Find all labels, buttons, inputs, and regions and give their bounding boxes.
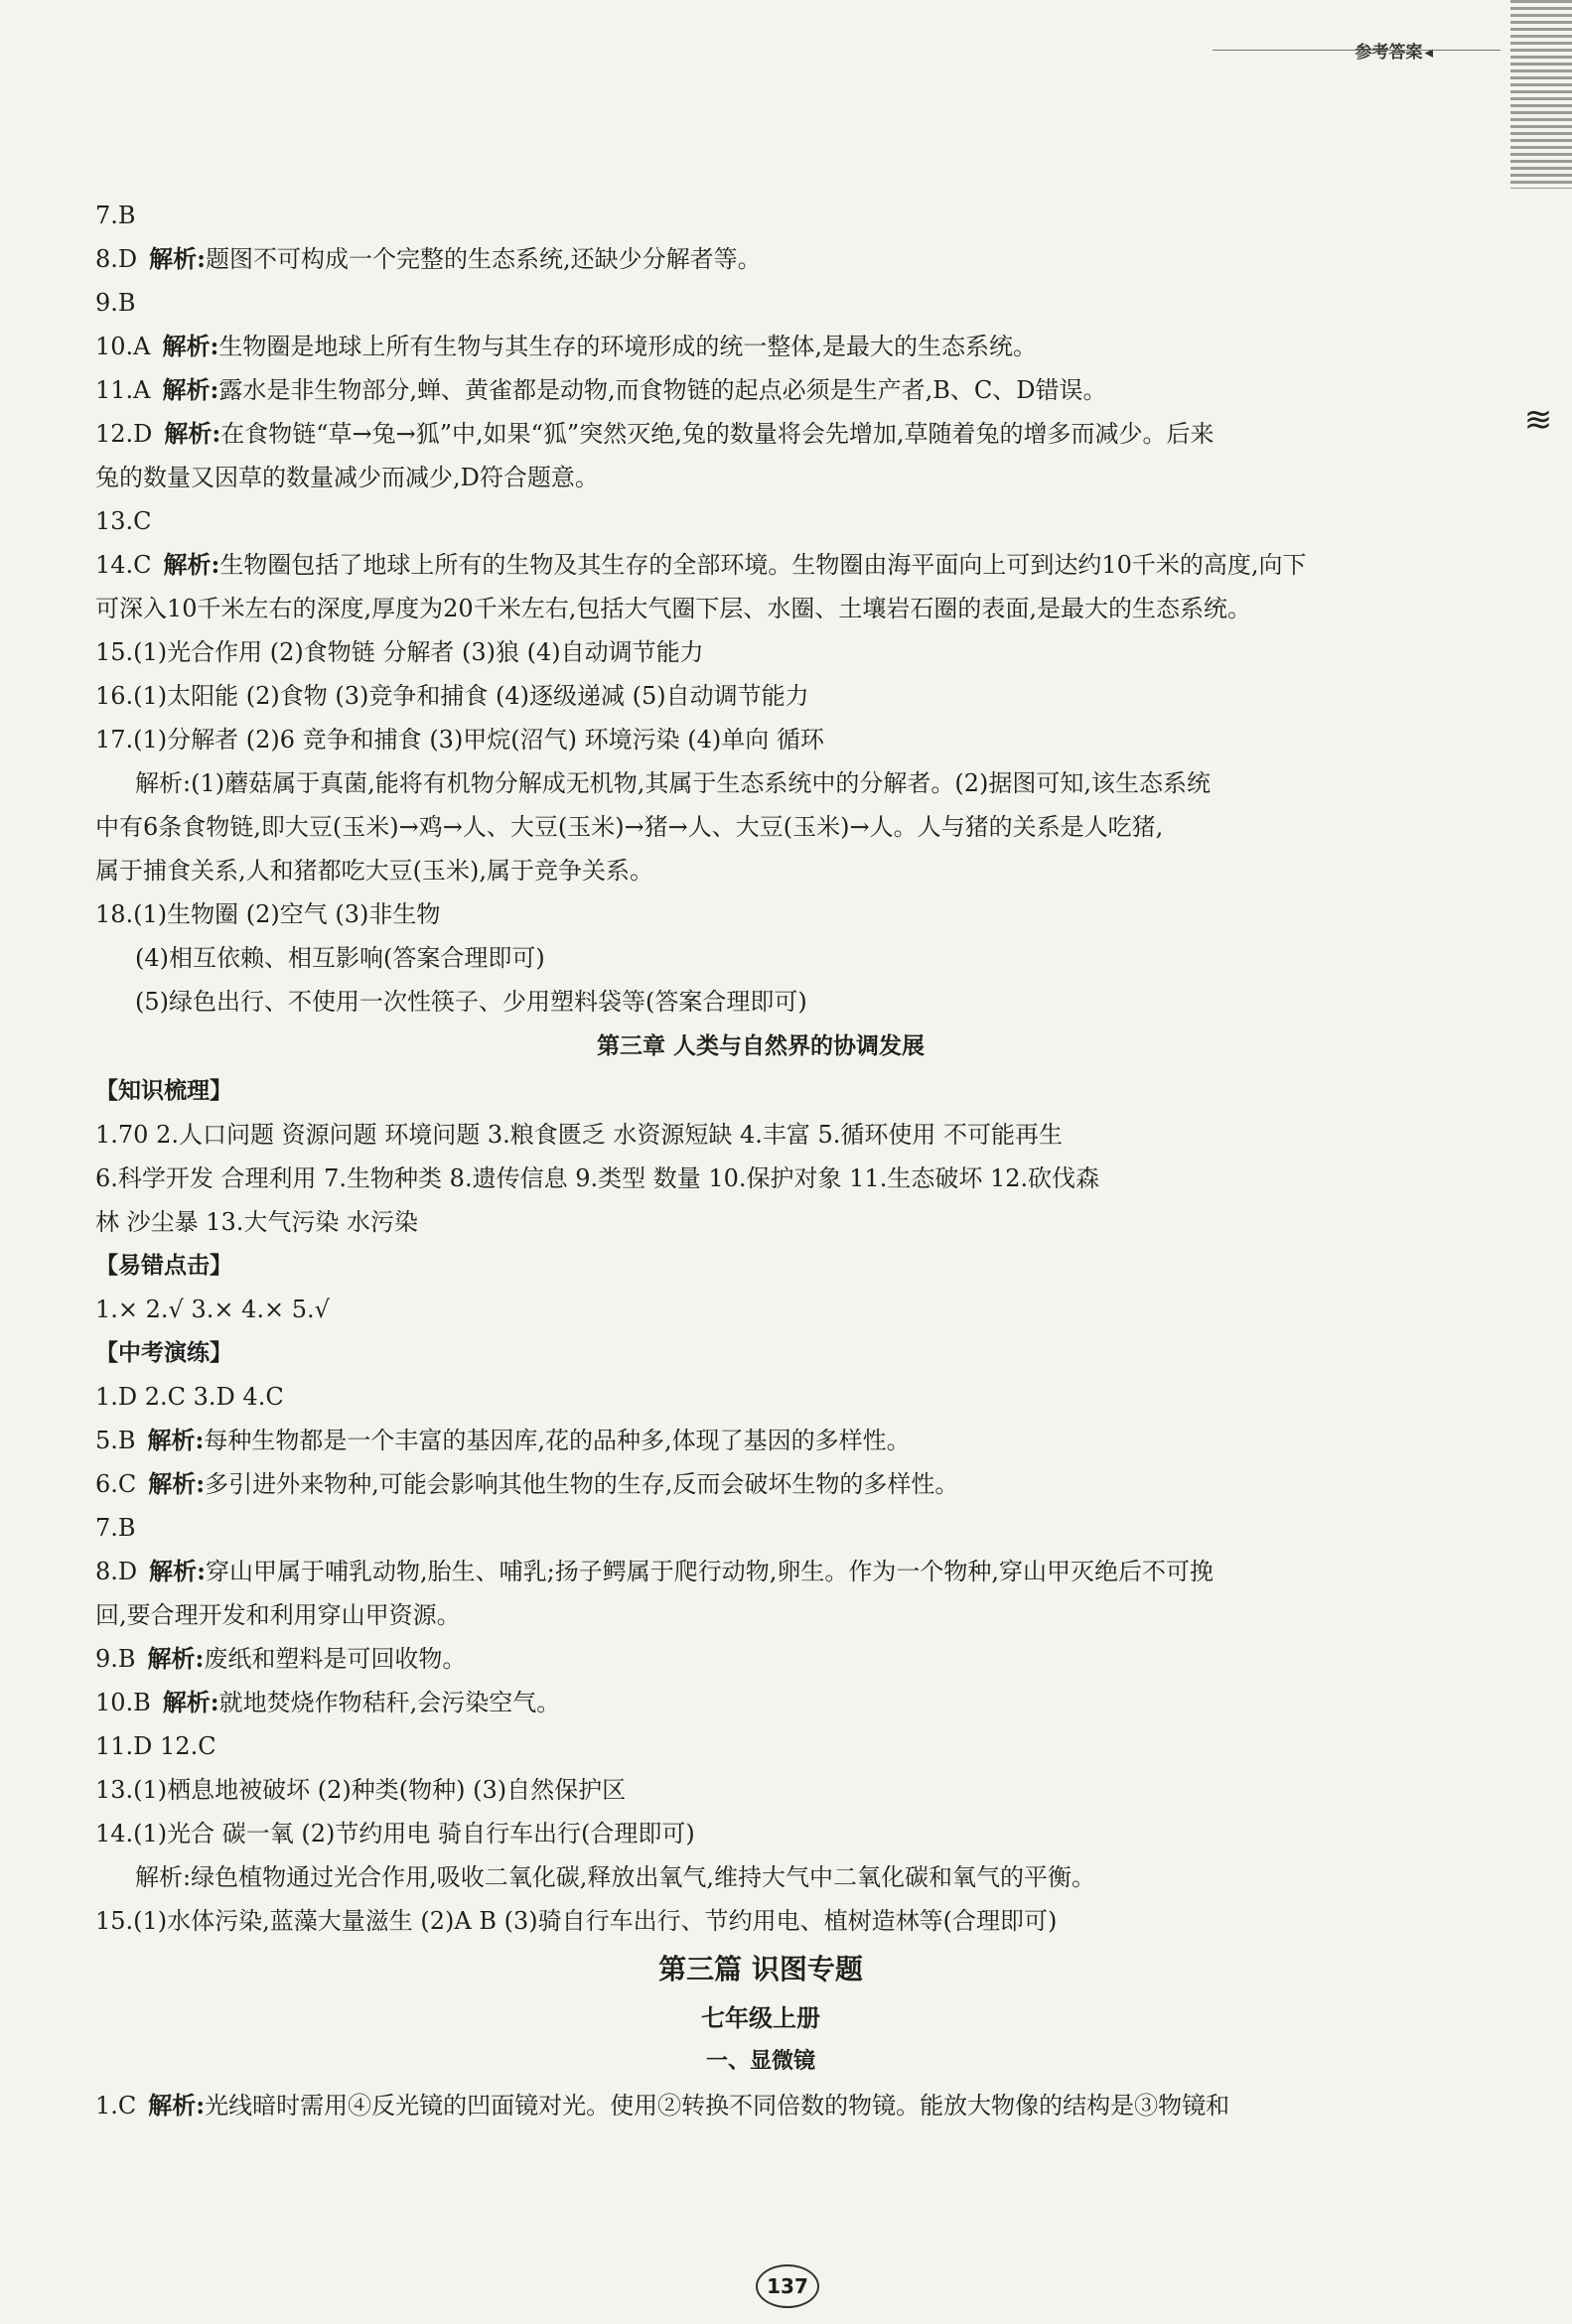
answer-line: 7.B xyxy=(95,1514,136,1542)
header-label: 参考答案 xyxy=(1355,43,1423,63)
answer-line: 17.(1)分解者 (2)6 竞争和捕食 (3)甲烷(沼气) 环境污染 (4)单向 循环 xyxy=(95,726,824,753)
answer-line: 9.B xyxy=(95,289,136,317)
answer-line: 属于捕食关系,人和猪都吃大豆(玉米),属于竞争关系。 xyxy=(95,857,653,885)
topic-heading: 一、显微镜 xyxy=(705,2049,815,2074)
answer-line: 1.C 解析:光线暗时需用④反光镜的凹面镜对光。使用②转换不同倍数的物镜。能放大物像的结构是③物镜和 xyxy=(95,2091,1230,2119)
answer-line: 9.B 解析:废纸和塑料是可回收物。 xyxy=(95,1644,467,1673)
answer-line: 14.C 解析:生物圈包括了地球上所有的生物及其生存的全部环境。生物圈由海平面向上可到达约10千米的高度,向下 xyxy=(95,550,1307,579)
answer-line: 10.B 解析:就地焚烧作物秸秆,会污染空气。 xyxy=(95,1688,561,1716)
answer-line: 16.(1)太阳能 (2)食物 (3)竞争和捕食 (4)逐级递减 (5)自动调节能力 xyxy=(95,682,809,710)
answer-line: 5.B 解析:每种生物都是一个丰富的基因库,花的品种多,体现了基因的多样性。 xyxy=(95,1426,911,1454)
answer-line: 林 沙尘暴 13.大气污染 水污染 xyxy=(95,1208,419,1236)
header-arrow-icon: ◂ xyxy=(1424,43,1433,63)
answer-line: 1.70 2.人口问题 资源问题 环境问题 3.粮食匮乏 水资源短缺 4.丰富 5.循环使用 不可能再生 xyxy=(95,1121,1064,1149)
analysis-label: 解析: xyxy=(162,375,219,404)
answer-line: 11.A 解析:露水是非生物部分,蝉、黄雀都是动物,而食物链的起点必须是生产者,B、C、D错误。 xyxy=(95,375,1107,404)
answer-content xyxy=(95,194,1426,2127)
section-heading: 【知识梳理】 xyxy=(95,1078,232,1104)
answer-line: 7.B xyxy=(95,202,136,229)
analysis-label: 解析: xyxy=(147,1644,205,1673)
answer-line: 解析:绿色植物通过光合作用,吸收二氧化碳,释放出氧气,维持大气中二氧化碳和氧气的平衡。 xyxy=(135,1863,1095,1891)
answer-line: 10.A 解析:生物圈是地球上所有生物与其生存的环境形成的统一整体,是最大的生态系统。 xyxy=(95,332,1037,360)
analysis-label: 解析: xyxy=(163,550,220,579)
analysis-label: 解析: xyxy=(149,244,206,273)
header-rule xyxy=(1213,50,1501,51)
answer-line: 1.D 2.C 3.D 4.C xyxy=(95,1383,284,1411)
answer-line: 兔的数量又因草的数量减少而减少,D符合题意。 xyxy=(95,464,599,491)
analysis-label: 解析: xyxy=(148,2091,206,2119)
analysis-label: 解析: xyxy=(149,1557,206,1585)
grade-heading: 七年级上册 xyxy=(701,2004,820,2032)
answer-line: 18.(1)生物圈 (2)空气 (3)非生物 xyxy=(95,900,441,928)
answer-line: 11.D 12.C xyxy=(95,1732,216,1760)
page-number: 137 xyxy=(756,2264,819,2308)
part-heading: 第三篇 识图专题 xyxy=(658,1953,863,1985)
answer-line: 15.(1)水体污染,蓝藻大量滋生 (2)A B (3)骑自行车出行、节约用电、植树造林等(合理即可) xyxy=(95,1907,1058,1935)
analysis-label: 解析: xyxy=(147,1426,205,1454)
answer-line: 可深入10千米左右的深度,厚度为20千米左右,包括大气圈下层、水圈、土壤岩石圈的表面,是最大的生态系统。 xyxy=(95,595,1251,622)
book-stack-icon: ≋ xyxy=(1523,400,1553,440)
answer-line: 14.(1)光合 碳一氧 (2)节约用电 骑自行车出行(合理即可) xyxy=(95,1820,695,1847)
answer-line: 13.C xyxy=(95,507,152,535)
answer-line: 解析:(1)蘑菇属于真菌,能将有机物分解成无机物,其属于生态系统中的分解者。(2)据图可知,该生态系统 xyxy=(135,769,1211,797)
section-heading: 【中考演练】 xyxy=(95,1340,232,1366)
analysis-label: 解析: xyxy=(164,419,221,448)
analysis-label: 解析: xyxy=(162,1688,219,1716)
analysis-label: 解析: xyxy=(162,332,219,360)
answer-line: 中有6条食物链,即大豆(玉米)→鸡→人、大豆(玉米)→猪→人、大豆(玉米)→人。人与猪的关系是人吃猪, xyxy=(95,813,1164,841)
answer-line: (5)绿色出行、不使用一次性筷子、少用塑料袋等(答案合理即可) xyxy=(135,988,807,1016)
answer-line: 1.× 2.√ 3.× 4.× 5.√ xyxy=(95,1296,330,1323)
chapter-heading: 第三章 人类与自然界的协调发展 xyxy=(596,1033,925,1059)
answer-line: 8.D 解析:题图不可构成一个完整的生态系统,还缺少分解者等。 xyxy=(95,244,762,273)
answer-line: 12.D 解析:在食物链“草→兔→狐”中,如果“狐”突然灭绝,兔的数量将会先增加,草随着兔的增多而减少。后来 xyxy=(95,419,1215,448)
answer-line: 6.科学开发 合理利用 7.生物种类 8.遗传信息 9.类型 数量 10.保护对象 11.生态破坏 12.砍伐森 xyxy=(95,1164,1100,1192)
corner-stripes-decoration xyxy=(1510,0,1572,189)
section-heading: 【易错点击】 xyxy=(95,1253,232,1279)
answer-line: 13.(1)栖息地被破坏 (2)种类(物种) (3)自然保护区 xyxy=(95,1776,627,1804)
answer-line: 8.D 解析:穿山甲属于哺乳动物,胎生、哺乳;扬子鳄属于爬行动物,卵生。作为一个物种,穿山甲灭绝后不可挽 xyxy=(95,1557,1214,1585)
answer-line: (4)相互依赖、相互影响(答案合理即可) xyxy=(135,944,545,972)
answer-line: 回,要合理开发和利用穿山甲资源。 xyxy=(95,1601,461,1629)
answer-line: 15.(1)光合作用 (2)食物链 分解者 (3)狼 (4)自动调节能力 xyxy=(95,638,704,666)
analysis-label: 解析: xyxy=(148,1469,206,1498)
answer-line: 6.C 解析:多引进外来物种,可能会影响其他生物的生存,反而会破坏生物的多样性。 xyxy=(95,1469,959,1498)
